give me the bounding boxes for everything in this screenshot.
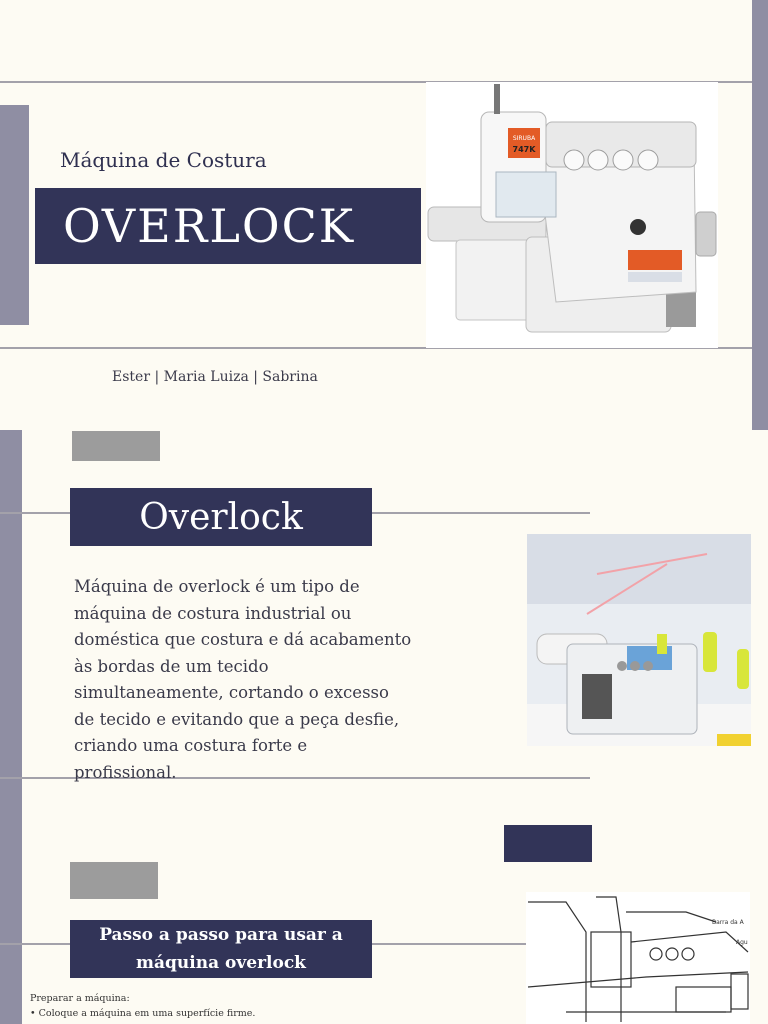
steps-heading-line1: Passo a passo para usar a (99, 925, 343, 945)
steps-heading-line2: máquina overlock (136, 953, 306, 973)
decorative-box (70, 862, 158, 899)
section-heading-banner (70, 488, 372, 546)
overlock-machine-photo (426, 82, 718, 348)
decorative-box (72, 431, 160, 461)
machine-line-drawing (526, 892, 750, 1024)
machine-diagram (526, 892, 750, 1024)
page-title: OVERLOCK (63, 199, 356, 253)
subtitle: Máquina de Costura (60, 148, 267, 172)
workshop-illustration (527, 534, 751, 746)
authors: Ester | Maria Luiza | Sabrina (112, 369, 318, 385)
side-bar-left (0, 105, 29, 325)
diagram-label: Agu (736, 939, 748, 946)
section-heading: Overlock (139, 496, 303, 538)
steps-heading-banner (70, 920, 372, 978)
step-item: • Coloque a máquina em uma superfície firme. (30, 1008, 256, 1019)
brand-label: SIRUBA (512, 135, 536, 142)
title-banner (35, 188, 421, 264)
model-label: 747K (512, 145, 536, 154)
overlock-workshop-photo (527, 534, 751, 746)
steps-list (30, 991, 255, 1021)
steps-title: Preparar a máquina: (30, 993, 130, 1004)
side-bar-left (0, 430, 22, 1024)
side-bar-right (752, 0, 768, 430)
sewing-machine-illustration (426, 82, 718, 348)
description-paragraph: Máquina de overlock é um tipo de máquina de costura industrial ou doméstica que costura e dá acabamento às bordas de um tecido simultaneamente, cortando o excesso de tecido e evitando que a peça desfie, criando uma costura forte e profissional. (74, 577, 412, 782)
decorative-box (504, 825, 592, 862)
diagram-label: Barra da A (712, 919, 744, 926)
